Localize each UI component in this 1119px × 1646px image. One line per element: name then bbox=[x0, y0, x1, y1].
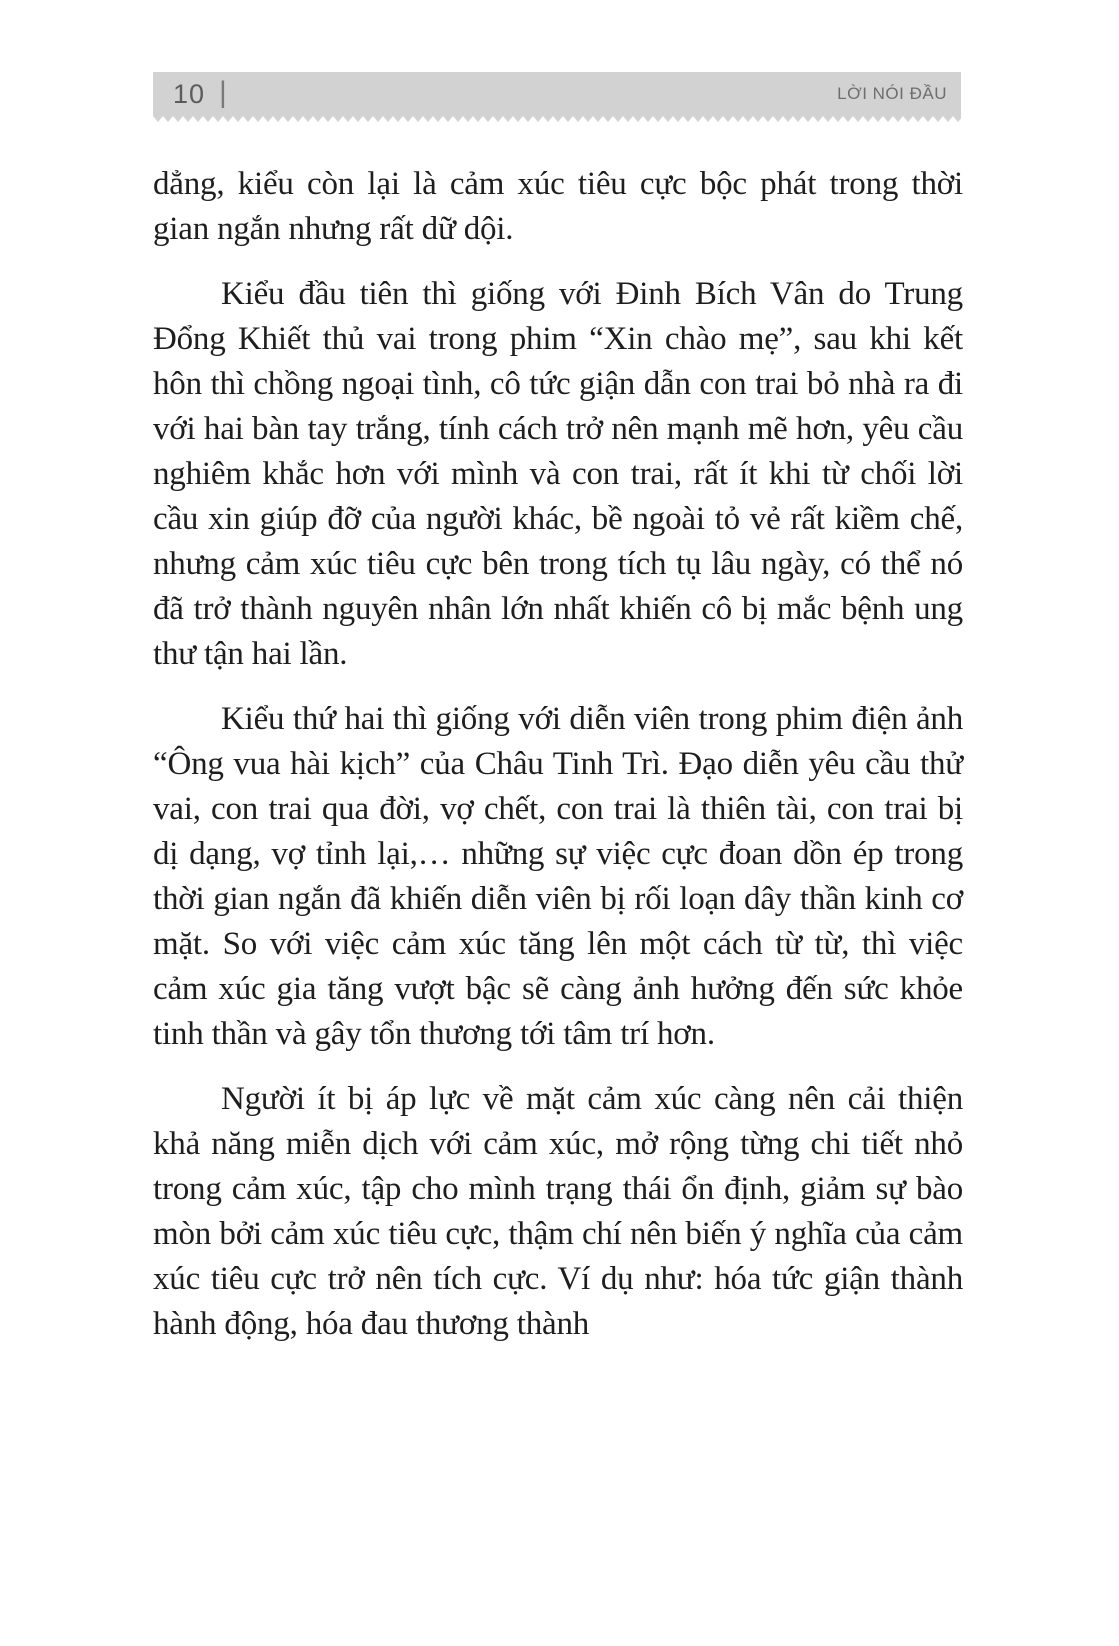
header-perforated-edge bbox=[153, 116, 961, 122]
body-paragraph: Kiểu thứ hai thì giống với diễn viên trong phim điện ảnh “Ông vua hài kịch” của Châu Tinh Trì. Đạo diễn yêu cầu thử vai, con trai qua đời, vợ chết, con trai là thiên tài, con trai bị dị dạng, vợ tỉnh lại,… những sự việc cực đoan dồn ép trong thời gian ngắn đã khiến diễn viên bị rối loạn dây thần kinh cơ mặt. So với việc cảm xúc tăng lên một cách từ từ, thì việc cảm xúc gia tăng vượt bậc sẽ càng ảnh hưởng đến sức khỏe tinh thần và gây tổn thương tới tâm trí hơn. bbox=[153, 701, 963, 1052]
page-header bbox=[153, 72, 961, 116]
page-body bbox=[153, 162, 963, 1347]
body-paragraph: Người ít bị áp lực về mặt cảm xúc càng nên cải thiện khả năng miễn dịch với cảm xúc, mở rộng từng chi tiết nhỏ trong cảm xúc, tập cho mình trạng thái ổn định, giảm sự bào mòn bởi cảm xúc tiêu cực, thậm chí nên biến ý nghĩa của cảm xúc tiêu cực trở nên tích cực. Ví dụ như: hóa tức giận thành hành động, hóa đau thương thành bbox=[153, 1081, 963, 1342]
body-paragraph: dẳng, kiểu còn lại là cảm xúc tiêu cực bộc phát trong thời gian ngắn nhưng rất dữ dội. bbox=[153, 166, 963, 247]
page-header-left bbox=[173, 76, 227, 109]
body-paragraph: Kiểu đầu tiên thì giống với Đinh Bích Vân do Trung Đổng Khiết thủ vai trong phim “Xin chào mẹ”, sau khi kết hôn thì chồng ngoại tình, cô tức giận dẫn con trai bỏ nhà ra đi với hai bàn tay trắng, tính cách trở nên mạnh mẽ hơn, yêu cầu nghiêm khắc hơn với mình và con trai, rất ít khi từ chối lời cầu xin giúp đỡ của người khác, bề ngoài tỏ vẻ rất kiềm chế, nhưng cảm xúc tiêu cực bên trong tích tụ lâu ngày, có thể nó đã trở thành nguyên nhân lớn nhất khiến cô bị mắc bệnh ung thư tận hai lần. bbox=[153, 276, 963, 672]
page-number: 10 bbox=[173, 78, 206, 109]
running-title: LỜI NÓI ĐẦU bbox=[837, 84, 947, 103]
header-divider: | bbox=[219, 76, 227, 109]
